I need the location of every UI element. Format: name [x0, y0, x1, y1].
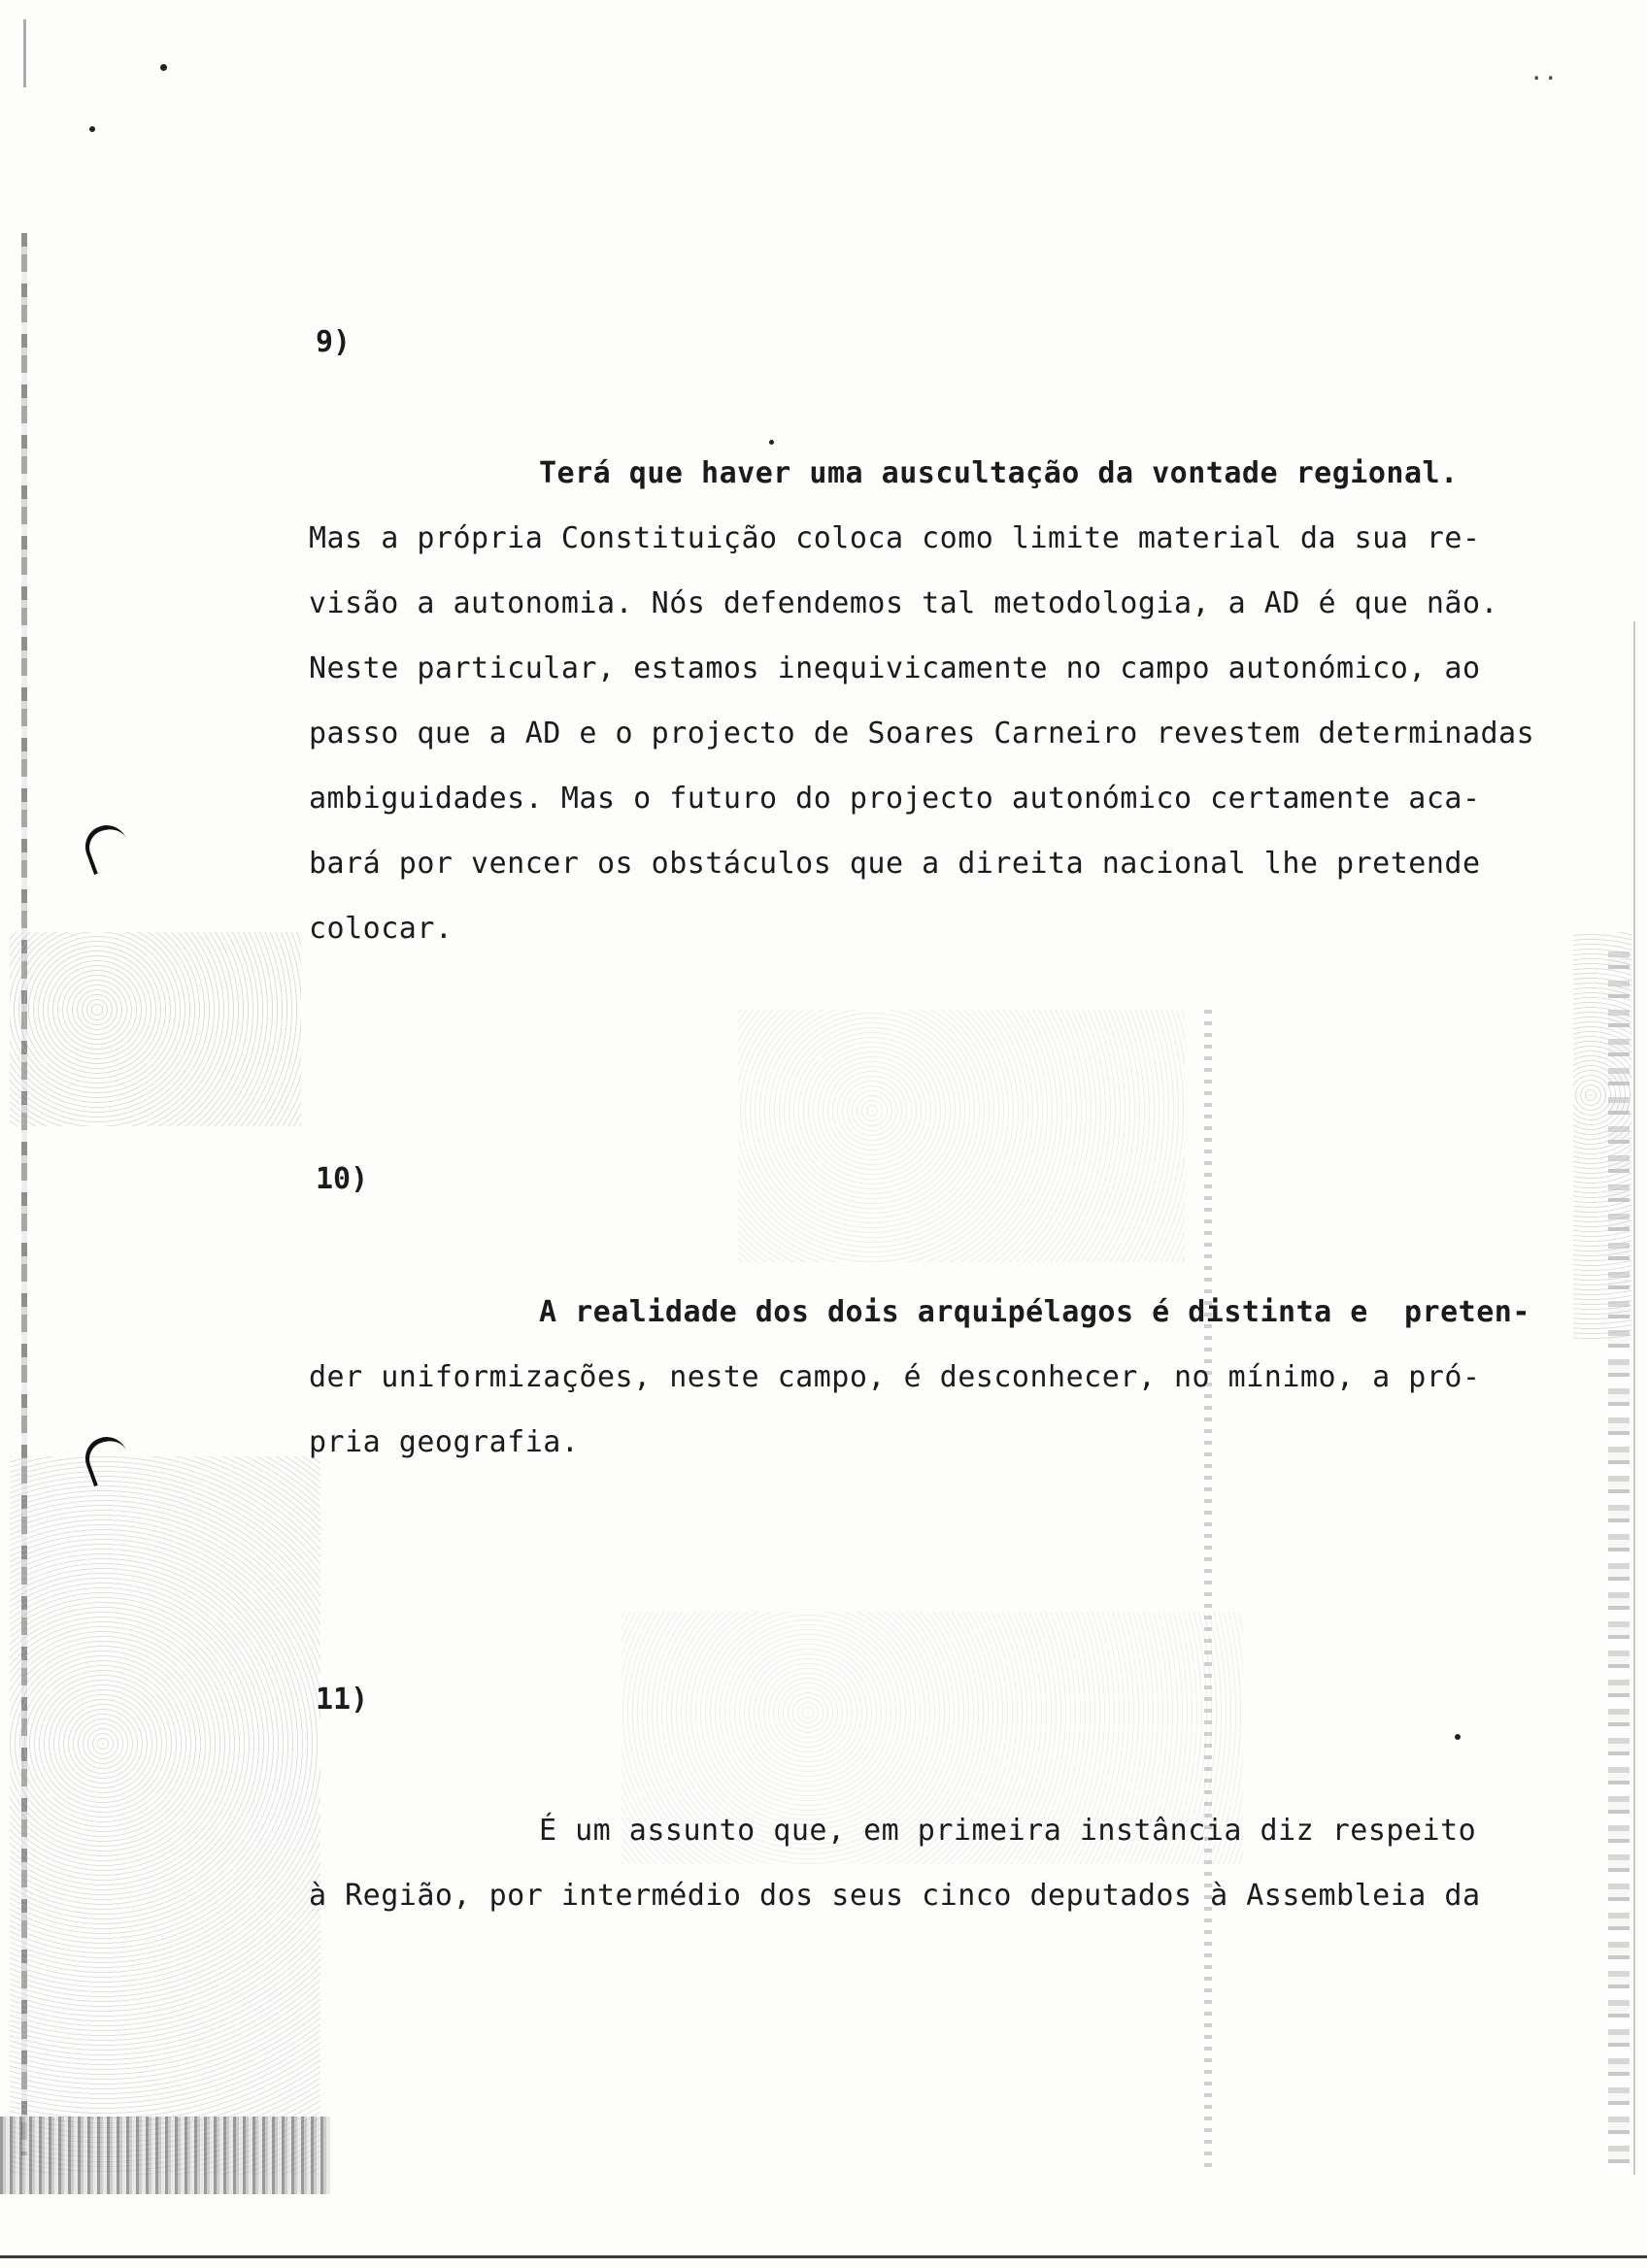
- punch-hole-icon: [80, 819, 135, 875]
- text-line: Mas a própria Constituição coloca como limite material da sua re-: [309, 521, 1481, 555]
- page-bottom-rule: [0, 2255, 1647, 2258]
- corner-mark: ..: [1529, 58, 1558, 85]
- ink-dot: [89, 126, 95, 132]
- text-line: bará por vencer os obstáculos que a direita nacional lhe pretende: [309, 847, 1481, 881]
- scan-smudge: [0, 2117, 330, 2194]
- paragraph: [309, 1280, 1647, 1475]
- scan-noise: [1573, 932, 1631, 1340]
- item-number: 10): [316, 1162, 369, 1196]
- item-number: 11): [316, 1683, 369, 1717]
- text-line: Terá que haver uma auscultação da vontade regional.: [539, 456, 1459, 490]
- text-line: Neste particular, estamos inequivicamente no campo autonómico, ao: [309, 651, 1481, 685]
- scan-noise: [10, 932, 301, 1126]
- text-line: pria geografia.: [309, 1425, 580, 1459]
- text-line: ambiguidades. Mas o futuro do projecto autonómico certamente aca-: [309, 782, 1481, 816]
- text-line: der uniformizações, neste campo, é desconhecer, no mínimo, a pró-: [309, 1360, 1481, 1394]
- text-line: visão a autonomia. Nós defendemos tal metodologia, a AD é que não.: [309, 586, 1499, 620]
- text-line: A realidade dos dois arquipélagos é distinta e preten-: [539, 1295, 1530, 1329]
- ink-dot: [1455, 1734, 1461, 1740]
- text-line: à Região, por intermédio dos seus cinco deputados à Assembleia da: [309, 1879, 1481, 1913]
- text-line: colocar.: [309, 912, 454, 946]
- scan-streak: [1204, 1010, 1212, 2175]
- ink-dot: [160, 64, 167, 71]
- text-line: É um assunto que, em primeira instância diz respeito: [539, 1814, 1477, 1848]
- scan-noise: [10, 1456, 320, 2175]
- text-line: passo que a AD e o projecto de Soares Carneiro revestem determinadas: [309, 717, 1535, 750]
- item-number: 9): [316, 325, 352, 359]
- paragraph: [309, 1798, 1647, 1928]
- scan-noise: [738, 1010, 1185, 1262]
- paragraph: [309, 441, 1647, 961]
- scan-edge-top: [23, 19, 26, 87]
